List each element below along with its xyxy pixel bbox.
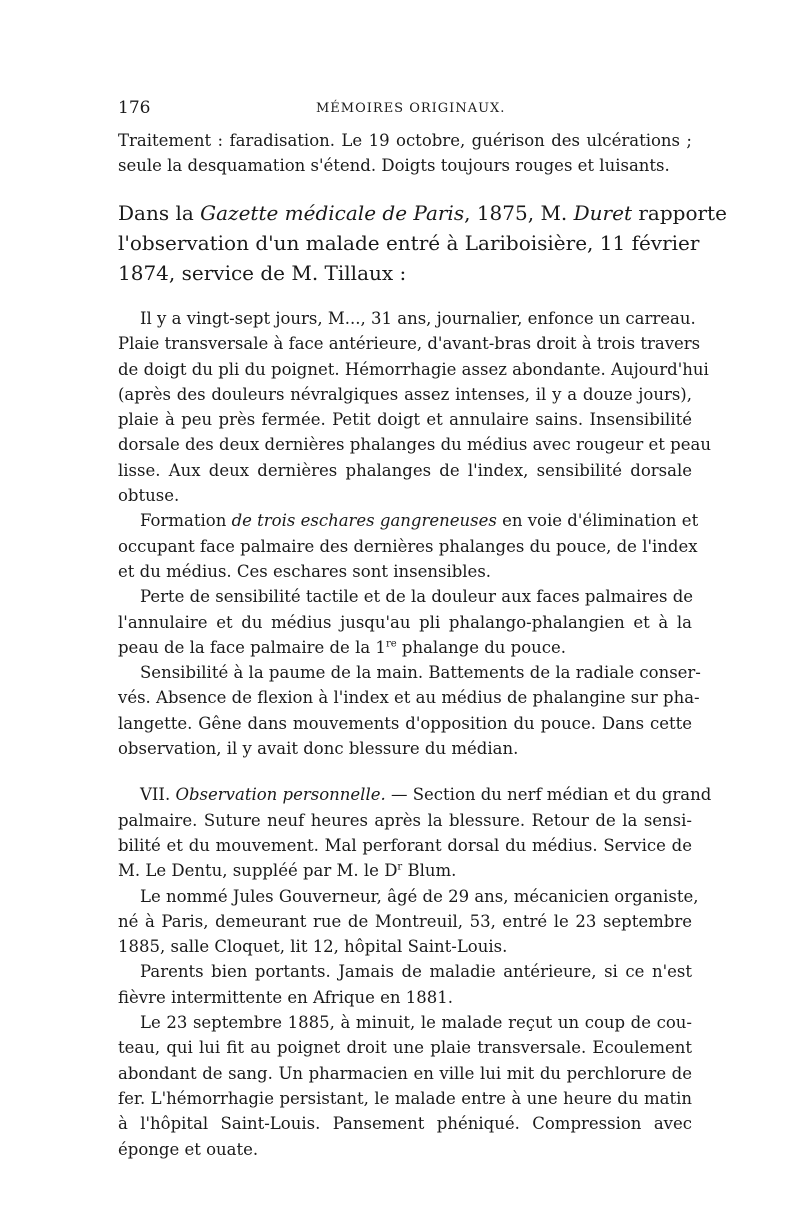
text-line: palmaire. Suture neuf heures après la blessure. Retour de la sensi-	[118, 810, 692, 830]
text-line: 1885, salle Cloquet, lit 12, hôpital Saint-Louis.	[118, 937, 508, 957]
text-line: abondant de sang. Un pharmacien en ville lui mit du perchlorure de	[118, 1063, 692, 1083]
author-name: Duret	[573, 201, 632, 225]
text-run: Dans la	[118, 201, 201, 225]
text-line: obtuse.	[118, 486, 180, 506]
text-line: Perte de sensibilité tactile et de la douleur aux faces palmaires de	[140, 587, 694, 607]
text-line: occupant face palmaire des dernières phalanges du pouce, de l'index	[118, 536, 698, 556]
text-line: Sensibilité à la paume de la main. Battements de la radiale conser-	[140, 663, 701, 683]
text-line: bilité et du mouvement. Mal perforant dorsal du médius. Service de	[118, 835, 692, 855]
text-run: rapporte	[632, 201, 727, 225]
paragraph-treatment	[118, 128, 692, 178]
text-run: — Section du nerf médian et du grand	[385, 785, 712, 805]
text-line: éponge et ouate.	[118, 1139, 259, 1159]
text-line: l'annulaire et du médius jusqu'au pli phalango-phalangien et à la	[118, 612, 692, 632]
text-line: Le 23 septembre 1885, à minuit, le malade reçut un coup de cou-	[140, 1013, 692, 1033]
text-line: (après des douleurs névralgiques assez intenses, il y a douze jours),	[118, 384, 692, 404]
superscript: re	[385, 638, 397, 650]
text-line: l'observation d'un malade entré à Lariboisière, 11 février	[118, 231, 700, 255]
text-line: lisse. Aux deux dernières phalanges de l'index, sensibilité dorsale	[118, 460, 692, 480]
running-head: MÉMOIRES ORIGINAUX.	[316, 101, 506, 116]
page-header	[118, 98, 692, 128]
book-page	[118, 98, 727, 1162]
paragraph-duret-intro	[118, 198, 727, 288]
text-run: Blum.	[402, 861, 457, 881]
text-line	[118, 782, 712, 807]
text-line: observation, il y avait donc blessure du médian.	[118, 739, 519, 759]
superscript: r	[397, 861, 403, 873]
text-run: VII.	[140, 785, 176, 805]
text-line: Le nommé Jules Gouverneur, âgé de 29 ans, mécanicien organiste,	[140, 886, 699, 906]
text-run: phalange du pouce.	[396, 637, 567, 657]
text-run: Formation	[140, 511, 232, 531]
text-line	[118, 198, 727, 228]
text-line: dorsale des deux dernières phalanges du médius avec rougeur et peau	[118, 435, 711, 455]
page-number: 176	[118, 98, 151, 118]
text-run: peau de la face palmaire de la 1	[118, 637, 386, 657]
section-title: Observation personnelle.	[175, 785, 386, 805]
text-line: Plaie transversale à face antérieure, d'avant-bras droit à trois travers	[118, 334, 701, 354]
text-line: plaie à peu près fermée. Petit doigt et annulaire sains. Insensibilité	[118, 410, 692, 430]
text-run: en voie d'élimination et	[496, 511, 699, 531]
journal-title: Gazette médicale de Paris	[200, 201, 465, 225]
text-line: vés. Absence de flexion à l'index et au médius de phalangine sur pha-	[118, 688, 700, 708]
text-line: Il y a vingt-sept jours, M..., 31 ans, journalier, enfonce un carreau.	[140, 309, 696, 328]
observation-duret	[118, 306, 711, 761]
observation-personal	[118, 782, 712, 1161]
text-line: langette. Gêne dans mouvements d'opposition du pouce. Dans cette	[118, 713, 692, 733]
text-line: 1874, service de M. Tillaux :	[118, 261, 407, 285]
text-line: à l'hôpital Saint-Louis. Pansement phéniqué. Compression avec	[118, 1114, 692, 1134]
text-line	[118, 508, 699, 533]
text-line: teau, qui lui fit au poignet droit une plaie transversale. Ecoulement	[118, 1038, 692, 1058]
text-line: Traitement : faradisation. Le 19 octobre, guérison des ulcérations ;	[118, 131, 692, 150]
text-line: né à Paris, demeurant rue de Montreuil, 53, entré le 23 septembre	[118, 911, 692, 931]
text-line: seule la desquamation s'étend. Doigts toujours rouges et luisants.	[118, 156, 670, 175]
text-line	[118, 635, 692, 660]
text-run: M. Le Dentu, suppléé par M. le D	[118, 861, 398, 881]
text-line: Parents bien portants. Jamais de maladie antérieure, si ce n'est	[140, 962, 692, 982]
text-line: et du médius. Ces eschares sont insensibles.	[118, 561, 492, 581]
text-line	[118, 858, 692, 883]
text-line: fer. L'hémorrhagie persistant, le malade entre à une heure du matin	[118, 1088, 692, 1108]
text-line: fièvre intermittente en Afrique en 1881.	[118, 987, 453, 1007]
text-line: de doigt du pli du poignet. Hémorrhagie assez abondante. Aujourd'hui	[118, 359, 709, 379]
text-run: , 1875, M.	[464, 201, 574, 225]
italic-phrase: de trois eschares gangreneuses	[231, 511, 497, 531]
